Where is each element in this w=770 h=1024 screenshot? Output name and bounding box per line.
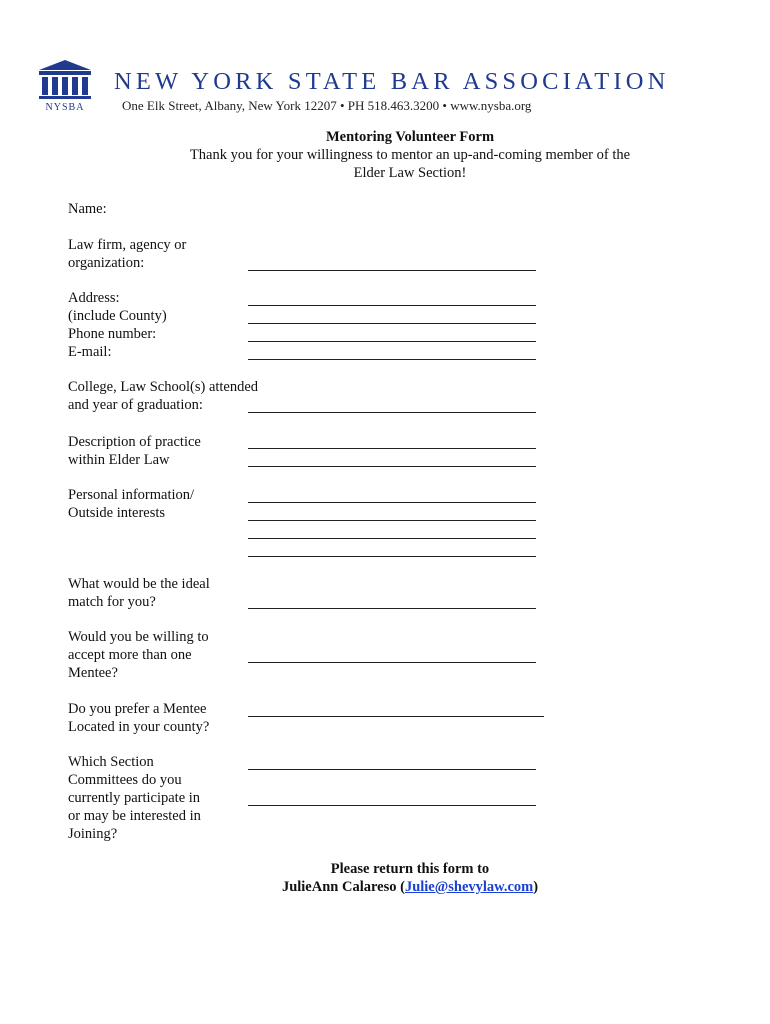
email-field[interactable]	[248, 359, 536, 360]
personal-field-1[interactable]	[248, 502, 536, 503]
firm-field[interactable]	[248, 270, 536, 271]
organization-address: One Elk Street, Albany, New York 12207 • PH 518.463.3200 • www.nysba.org	[122, 98, 532, 113]
ideal-match-field[interactable]	[248, 608, 536, 609]
practice-field-2[interactable]	[248, 466, 536, 467]
same-county-field[interactable]	[248, 716, 544, 717]
multiple-mentees-field[interactable]	[248, 662, 536, 663]
return-line: Please return this form to	[330, 861, 490, 877]
personal-field-3[interactable]	[248, 538, 536, 539]
contact-name: JulieAnn Calareso (	[281, 879, 405, 895]
form-subtitle-line1: Thank you for your willingness to mentor an up-and-coming member of the	[189, 147, 631, 163]
personal-label: Personal information/ Outside interests	[68, 487, 195, 521]
address-phone-email-label: Address: (include County) Phone number: E-mail:	[68, 290, 167, 360]
phone-field[interactable]	[248, 341, 536, 342]
ideal-match-label: What would be the ideal match for you?	[68, 576, 210, 610]
committees-field-1[interactable]	[248, 769, 536, 770]
contact-email-link[interactable]: Julie@shevylaw.com	[404, 879, 534, 895]
same-county-label: Do you prefer a Mentee Located in your county?	[68, 701, 210, 735]
logo-text: NYSBA	[45, 102, 85, 112]
contact-close: )	[533, 879, 539, 895]
committees-label: Which Section Committees do you currently participate in or may be interested in Joining?	[68, 754, 201, 842]
personal-field-4[interactable]	[248, 556, 536, 557]
education-field[interactable]	[248, 412, 536, 413]
multiple-mentees-label: Would you be willing to accept more than one Mentee?	[68, 629, 209, 681]
education-label: College, Law School(s) attended and year of graduation:	[68, 379, 259, 413]
practice-field-1[interactable]	[248, 448, 536, 449]
firm-label: Law firm, agency or organization:	[68, 237, 187, 271]
organization-name: NEW YORK STATE BAR ASSOCIATION	[114, 68, 670, 95]
contact-line	[0, 878, 770, 896]
practice-label: Description of practice within Elder Law	[68, 434, 201, 468]
address-field[interactable]	[248, 305, 536, 306]
form-heading	[0, 128, 770, 182]
committees-field-2[interactable]	[248, 805, 536, 806]
nysba-logo	[36, 58, 94, 112]
form-subtitle-line2: Elder Law Section!	[353, 165, 467, 181]
name-label: Name:	[68, 201, 107, 217]
form-title: Mentoring Volunteer Form	[325, 129, 495, 145]
return-instructions	[0, 860, 770, 896]
county-field[interactable]	[248, 323, 536, 324]
personal-field-2[interactable]	[248, 520, 536, 521]
